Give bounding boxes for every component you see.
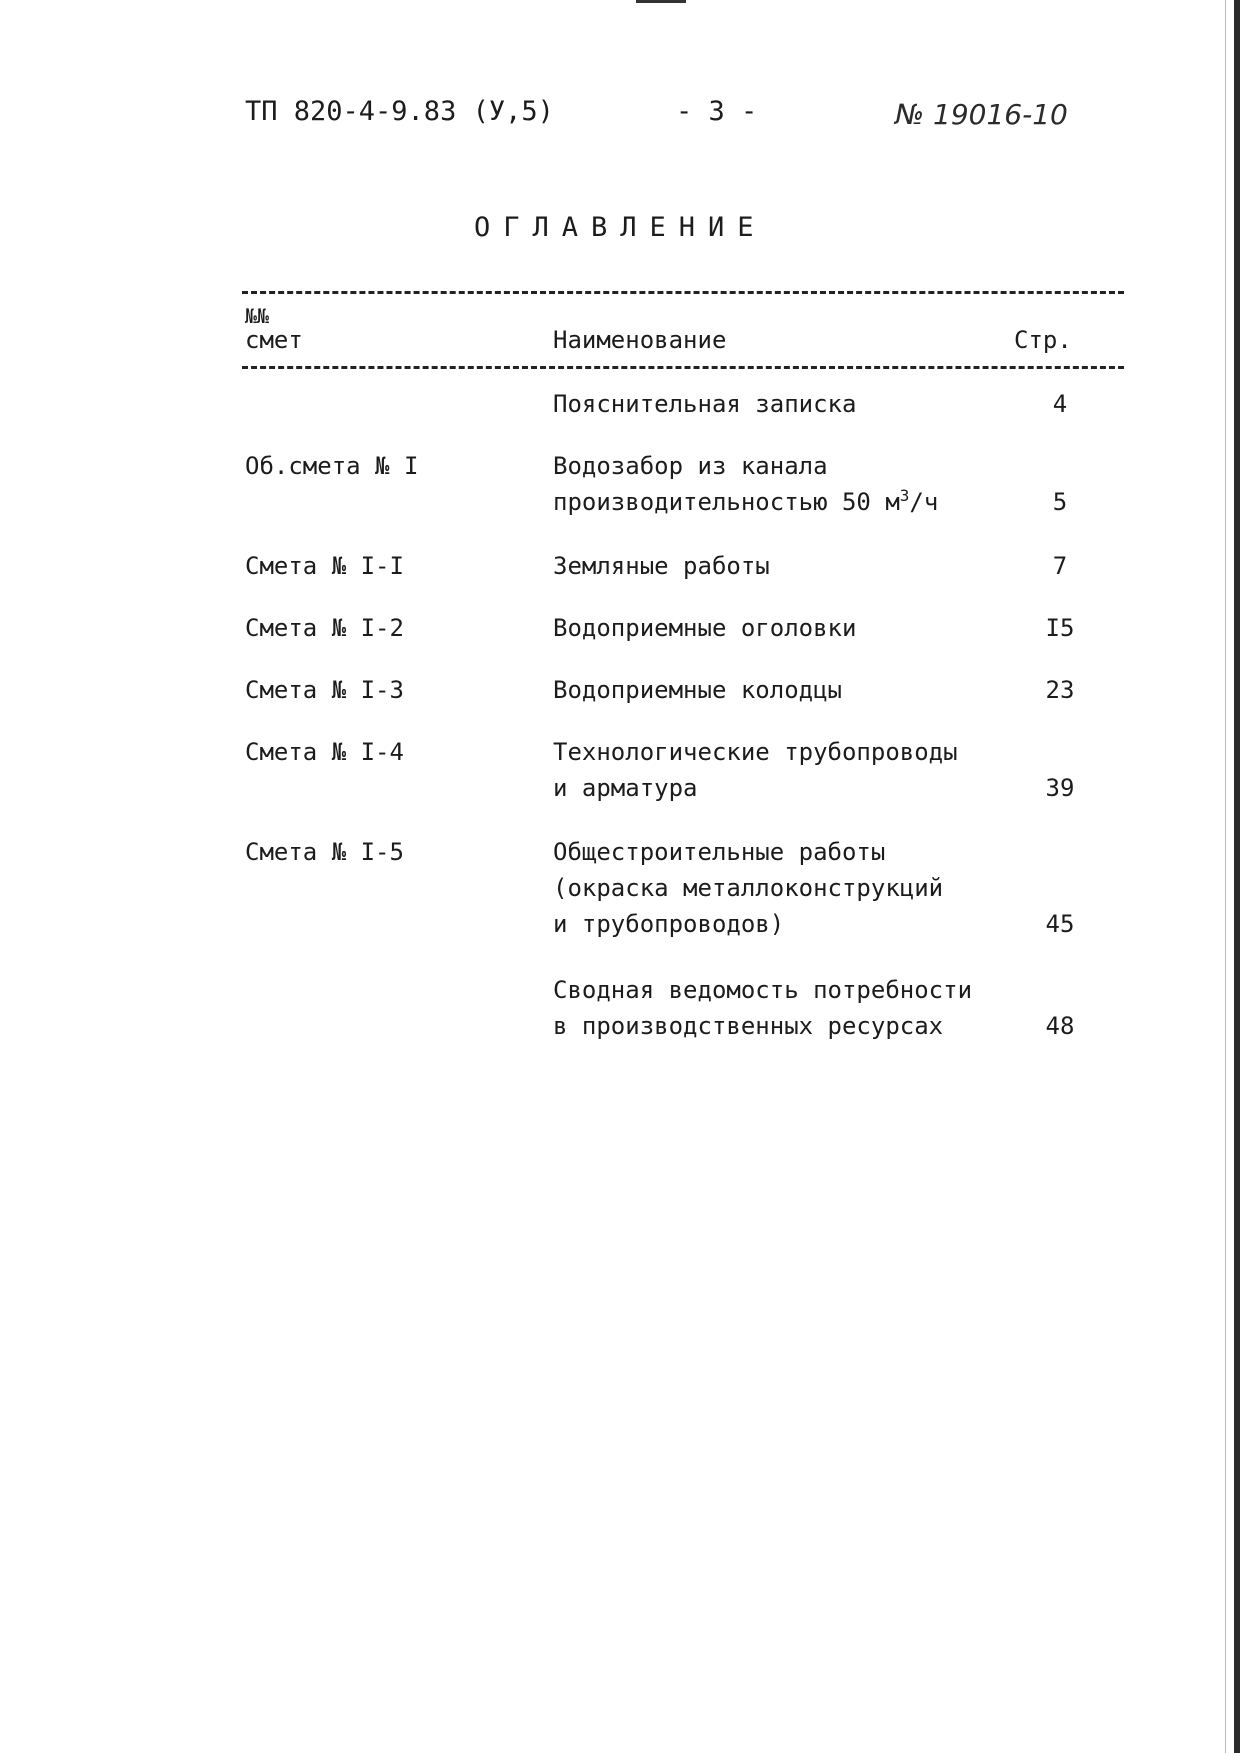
row-name-line: производительностью 50 $м^3/ч$ [553, 486, 939, 516]
row-name-line: Сводная ведомость потребности [553, 976, 973, 1004]
column-header-page: Стр. [1014, 326, 1072, 354]
row-name [553, 834, 1023, 942]
page-edge [1234, 0, 1240, 1753]
row-code: Смета № I-3 [245, 676, 404, 704]
row-name-line: Водозабор из канала [553, 452, 828, 480]
inventory-number: № 19016-10 [895, 98, 1068, 131]
row-page: 4 [1052, 390, 1068, 418]
row-page: I5 [1045, 614, 1075, 642]
row-name [553, 672, 1023, 708]
row-name-line: Водоприемные колодцы [553, 676, 842, 704]
row-name [553, 972, 1023, 1044]
column-header-name: Наименование [553, 326, 727, 354]
top-mark [636, 0, 686, 3]
column-header-code-number: №№ [245, 304, 270, 328]
page-title-text: ОГЛАВЛЕНИЕ [474, 212, 767, 243]
row-name-line: Общестроительные работы [553, 838, 886, 866]
row-name [553, 610, 1023, 646]
row-name-line: Водоприемные оголовки [553, 614, 857, 642]
row-name [553, 448, 1023, 520]
row-name-line: в производственных ресурсах [553, 1012, 944, 1040]
page-edge-line [1225, 0, 1226, 1753]
page-header [0, 96, 1240, 136]
page-number: - 3 - [676, 96, 758, 127]
row-name [553, 386, 1023, 422]
row-name-line: и трубопроводов) [553, 910, 785, 938]
row-name-line: Технологические трубопроводы [553, 738, 958, 766]
row-page: 23 [1045, 676, 1075, 704]
table-top-rule [242, 291, 1124, 294]
document-code: ТП 820-4-9.83 (У,5) [245, 96, 554, 127]
row-page: 5 [1052, 488, 1068, 516]
row-code: Смета № I-4 [245, 738, 404, 766]
row-code: Смета № I-5 [245, 838, 404, 866]
row-name-line: (окраска металлоконструкций [553, 874, 944, 902]
row-page: 48 [1045, 1012, 1075, 1040]
row-name-line: Пояснительная записка [553, 390, 857, 418]
column-header-code: смет [245, 326, 303, 354]
row-code: Об.смета № I [245, 452, 419, 480]
row-code: Смета № I-2 [245, 614, 404, 642]
row-name [553, 734, 1023, 806]
row-page: 45 [1045, 910, 1075, 938]
superscript: 3 [899, 486, 910, 505]
row-name-line: и арматура [553, 774, 698, 802]
row-page: 7 [1052, 552, 1068, 580]
row-name-line: Земляные работы [553, 552, 770, 580]
row-name [553, 548, 1023, 584]
row-page: 39 [1045, 774, 1075, 802]
row-code: Смета № I-I [245, 552, 404, 580]
table-header-rule [242, 366, 1124, 369]
unit-suffix: /ч [909, 488, 939, 516]
